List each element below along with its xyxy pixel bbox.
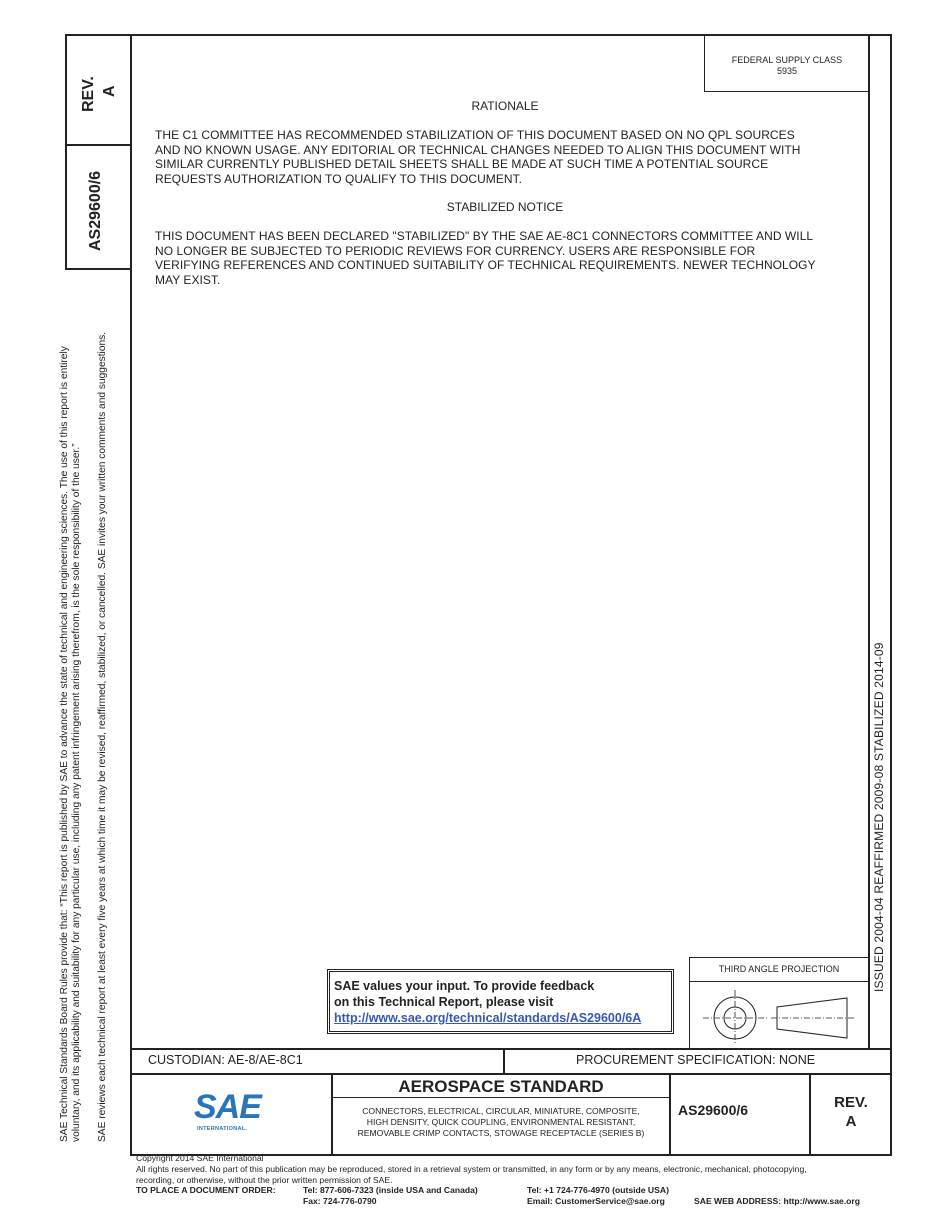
- sae-notice-line-2: voluntary, and its applicability and suitability for any particular use, including any patent infringement arising therefrom, is the sole responsibility of the user.”: [71, 443, 82, 1142]
- rev-label-left: REV.: [80, 76, 97, 112]
- email[interactable]: Email: CustomerService@sae.org: [527, 1196, 665, 1206]
- tel-intl: Tel: +1 724-776-4970 (outside USA): [527, 1185, 669, 1195]
- title-block-top-line: [130, 1048, 892, 1050]
- doc-number-title: AS29600/6: [678, 1102, 749, 1118]
- fax: Fax: 724-776-0790: [303, 1196, 377, 1206]
- feedback-line-2: on this Technical Report, please visit: [334, 995, 554, 1009]
- doc-number-divider: [669, 1073, 671, 1156]
- rights-line-1: All rights reserved. No part of this publication may be reproduced, stored in a retrieval system or transmitted, in any form or by any means, electronic, mechanical, photocopying,: [136, 1164, 807, 1174]
- stabilized-text: [155, 229, 855, 287]
- feedback-line-1: SAE values your input. To provide feedback: [334, 979, 595, 993]
- rationale-line: REQUESTS AUTHORIZATION TO QUALIFY TO THIS DOCUMENT.: [155, 171, 523, 186]
- sae-notice-line-1: SAE Technical Standards Board Rules provide that: “This report is published by SAE to advance the state of technical and engineering sciences. The use of this report is entirely: [59, 346, 70, 1142]
- sae-logo: [194, 1090, 264, 1134]
- feedback-link[interactable]: http://www.sae.org/technical/standards/AS29600/6A: [334, 1011, 642, 1025]
- procurement-text: PROCUREMENT SPECIFICATION: NONE: [576, 1053, 816, 1067]
- custodian-text: CUSTODIAN: AE-8/AE-8C1: [148, 1053, 303, 1067]
- third-angle-projection-icon: [695, 986, 865, 1046]
- right-strip-divider: [868, 34, 870, 1050]
- doc-number-left: AS29600/6: [87, 170, 104, 251]
- rationale-line: SIMILAR CURRENTLY PUBLISHED DETAIL SHEETS SHALL BE MADE AT SUCH TIME A POTENTIAL SOURCE: [155, 157, 769, 171]
- title-block-mid-line: [130, 1073, 892, 1075]
- web-address[interactable]: SAE WEB ADDRESS: http://www.sae.org: [694, 1196, 860, 1206]
- rev-value-title: A: [845, 1113, 857, 1130]
- description: [333, 1106, 669, 1139]
- stabilized-line: THIS DOCUMENT HAS BEEN DECLARED "STABILIZED" BY THE SAE AE-8C1 CONNECTORS COMMITTEE AND WILL: [155, 229, 814, 243]
- copyright: Copyright 2014 SAE International: [136, 1153, 264, 1163]
- description-line: REMOVABLE CRIMP CONTACTS, STOWAGE RECEPTACLE (SERIES B): [357, 1128, 645, 1138]
- rev-box-left: [65, 34, 132, 146]
- order-label: TO PLACE A DOCUMENT ORDER:: [136, 1185, 276, 1195]
- stabilized-title: STABILIZED NOTICE: [446, 200, 564, 214]
- projection-label: THIRD ANGLE PROJECTION: [718, 964, 840, 974]
- rationale-text: [155, 128, 855, 186]
- stabilized-line: MAY EXIST.: [155, 272, 221, 287]
- supply-class-label: FEDERAL SUPPLY CLASS: [731, 55, 843, 65]
- standard-title: AEROSPACE STANDARD: [398, 1077, 604, 1096]
- stabilized-line: NO LONGER BE SUBJECTED TO PERIODIC REVIEWS FOR CURRENCY. USERS ARE RESPONSIBLE FOR: [155, 243, 756, 258]
- sae-notice-line-3: SAE reviews each technical report at least every five years at which time it may be revised, reaffirmed, stabilized, or cancelled. SAE invites your written comments and suggestions.: [97, 331, 108, 1142]
- rev-value-left: A: [101, 85, 118, 97]
- rationale-line: THE C1 COMMITTEE HAS RECOMMENDED STABILIZATION OF THIS DOCUMENT BASED ON NO QPL SOURCES: [155, 128, 795, 142]
- supply-class-value: 5935: [776, 66, 798, 76]
- issue-dates: ISSUED 2004-04 REAFFIRMED 2009-08 STABILIZED 2014-09: [872, 642, 886, 992]
- tel-us: Tel: 877-606-7323 (inside USA and Canada): [303, 1185, 478, 1195]
- rationale-title: RATIONALE: [471, 99, 539, 113]
- rights-line-2: recording, or otherwise, without the prior written permission of SAE.: [136, 1175, 393, 1185]
- custodian-divider: [503, 1048, 505, 1074]
- projection-divider: [689, 981, 869, 982]
- stabilized-line: VERIFYING REFERENCES AND CONTINUED SUITABILITY OF TECHNICAL REQUIREMENTS. NEWER TECHNOLOGY: [155, 258, 816, 272]
- rationale-line: AND NO KNOWN USAGE. ANY EDITORIAL OR TECHNICAL CHANGES NEEDED TO ALIGN THIS DOCUMENT WITH: [155, 142, 801, 157]
- rev-label-title: REV.: [834, 1094, 868, 1111]
- description-line: HIGH DENSITY, QUICK COUPLING, ENVIRONMENTAL RESISTANT,: [366, 1117, 636, 1127]
- standard-title-underline: [333, 1097, 670, 1098]
- description-line: CONNECTORS, ELECTRICAL, CIRCULAR, MINIATURE, COMPOSITE,: [362, 1106, 640, 1116]
- sae-logo-text: SAE: [194, 1088, 261, 1126]
- sae-logo-subtext: INTERNATIONAL.: [197, 1126, 248, 1132]
